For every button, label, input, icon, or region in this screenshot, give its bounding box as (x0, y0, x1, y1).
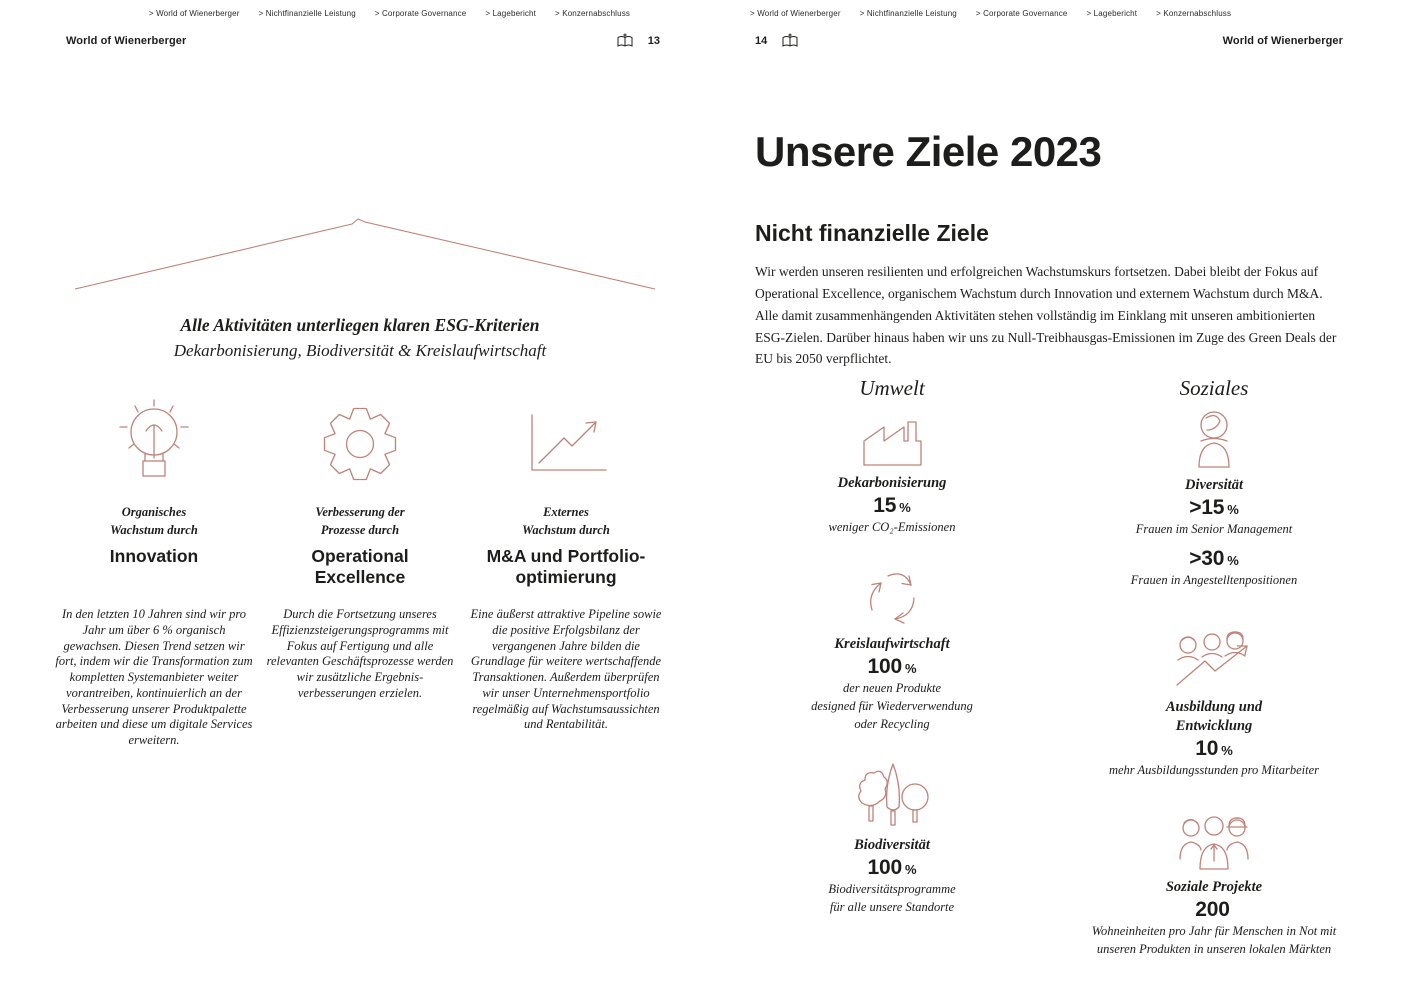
goal-item-diversitaet (1062, 409, 1366, 589)
stat-value: >30 (1189, 546, 1225, 570)
breadcrumb-item-nichtfinanzielle-leistung[interactable]: > Nichtfinanzielle Leistung (258, 9, 356, 18)
column-title: Operational Excellence (311, 546, 409, 588)
training-icon (1062, 629, 1366, 691)
goal-stat (750, 494, 1034, 518)
stat-unit: % (904, 660, 917, 676)
breadcrumb-item-konzernabschluss[interactable]: > Konzernabschluss (555, 9, 630, 18)
breadcrumb-item-corporate-governance[interactable]: > Corporate Governance (374, 9, 467, 18)
woman-icon (1062, 409, 1366, 469)
goal-label: Biodiversität (854, 837, 930, 854)
trees-icon (750, 759, 1034, 829)
goal-label: Dekarbonisierung (837, 475, 947, 491)
goal-stat (750, 655, 1034, 679)
goal-label: Ausbildung und Entwicklung (1165, 699, 1263, 734)
lightbulb-icon (54, 384, 254, 504)
column-kicker: Organisches Wachstum durch (110, 505, 198, 537)
open-book-icon (615, 33, 635, 49)
column-body: Durch die Fortsetzung unseres Effizienzsteigerungsprogramms mit Fokus auf Fertigung und alle relevanten Geschäftsprozesse werden wir zusätzliche Ergebnisverbesserungen erzielen. (266, 607, 454, 700)
page-title: Unsere Ziele 2023 (755, 128, 1102, 175)
goal-description: Biodiversitätsprogramme für alle unsere Standorte (828, 882, 956, 915)
group-heading: Umwelt (859, 376, 925, 400)
goal-description: mehr Ausbildungsstunden pro Mitarbeiter (1108, 762, 1320, 777)
goal-group-soziales (1062, 376, 1366, 958)
breadcrumb-item-world-of-wienerberger[interactable]: > World of Wienerberger (148, 9, 240, 18)
stat-unit: % (904, 862, 917, 878)
goal-stat (750, 856, 1034, 880)
stat-unit: % (1221, 742, 1233, 758)
goal-description: Wohneinheiten pro Jahr für Menschen in Not mit unseren Produkten in unseren lokalen Märkten (1091, 923, 1337, 956)
breadcrumb-item-lagebericht[interactable]: > Lagebericht (485, 9, 537, 18)
column-body: Eine äußerst attraktive Pipeline sowie die positive Erfolgsbilanz der vergangenen Jahre bilden die Grundlage für weitere wertschaffende Transaktionen. Außerdem überprüfen wir unser Unternehmensportfolio regelmäßig auf Wachstumsaussichten und Rentabilität. (470, 607, 662, 732)
goal-stat (1062, 898, 1366, 922)
goal-description: Frauen im Senior Management (1135, 521, 1293, 536)
page-marker (615, 33, 660, 49)
goal-description: weniger CO₂-Emissionen (828, 519, 956, 534)
page-header (0, 33, 704, 51)
column-kicker: Externes Wachstum durch (522, 505, 610, 537)
goal-label: Soziale Projekte (1165, 878, 1263, 895)
goal-item-soziale-projekte (1062, 813, 1366, 958)
open-book-icon (780, 33, 800, 49)
section-heading: Nicht finanzielle Ziele (755, 220, 989, 246)
report-brand: World of Wienerberger (1222, 35, 1343, 47)
breadcrumb-item-corporate-governance[interactable]: > Corporate Governance (975, 9, 1068, 18)
stat-unit: % (899, 499, 911, 515)
page-14 (704, 0, 1408, 995)
esg-subheadline: Dekarbonisierung, Biodiversität & Kreislaufwirtschaft (173, 341, 547, 360)
breadcrumb-item-konzernabschluss[interactable]: > Konzernabschluss (1156, 9, 1232, 18)
goal-label: Kreislaufwirtschaft (834, 635, 950, 652)
goal-stat (1062, 737, 1366, 761)
column-innovation (54, 384, 254, 749)
intro-paragraph: Wir werden unseren resilienten und erfolgreichen Wachstumskurs fortsetzen. Dabei bleibt der Fokus auf Operational Excellence, organischem Wachstum durch Innovation und externem Wachstum durch M&A. Alle damit zusammenhängenden Aktivitäten stehen vollständig im Einklang mit unseren ambitionierten ESG-Zielen. Darüber hinaus haben wir uns zu Null-Treibhausgas-Emissionen im Zuge des Green Deals der EU bis 2050 verpflichtet. (755, 264, 1337, 367)
gear-icon (260, 384, 460, 504)
esg-heading (8, 315, 712, 361)
goal-description: Frauen in Angestelltenpositionen (1130, 572, 1298, 587)
goal-item-biodiversitaet (750, 759, 1034, 916)
social-projects-icon (1062, 813, 1366, 871)
breadcrumb (750, 9, 1231, 18)
page-number: 14 (755, 35, 768, 47)
stat-unit: % (1227, 501, 1239, 517)
column-title: M&A und Portfolio-optimierung (486, 546, 646, 588)
goals-section (750, 376, 1366, 958)
column-body: In den letzten 10 Jahren sind wir pro Jahr um über 6 % organisch gewachsen. Diesen Trend setzen wir fort, indem wir die Transformation zum kompletten Systemanbieter weiter vorantreiben, kontinuierlich an der Verbesserung unserer Produktpalette arbeiten und diese um digitale Services erweitern. (55, 607, 253, 747)
stat-value: >15 (1189, 495, 1225, 519)
goal-stat (1062, 547, 1366, 571)
stat-value: 100 (867, 856, 902, 880)
esg-headline: Alle Aktivitäten unterliegen klaren ESG-Kriterien (180, 315, 540, 335)
column-operational-excellence (260, 384, 460, 749)
stat-unit: % (1227, 552, 1239, 568)
goal-group-umwelt (750, 376, 1034, 958)
stat-value: 10 (1195, 736, 1219, 760)
page-marker (755, 33, 800, 49)
goal-label: Diversität (1185, 477, 1243, 493)
breadcrumb (149, 9, 630, 18)
goal-item-kreislaufwirtschaft (750, 566, 1034, 733)
goal-item-dekarbonisierung (750, 415, 1034, 536)
goal-stat (1062, 496, 1366, 520)
column-kicker: Verbesserung der Prozesse durch (315, 505, 405, 537)
stat-value: 100 (867, 654, 902, 678)
column-title: Innovation (109, 546, 199, 566)
growth-chart-icon (466, 384, 666, 504)
column-ma-portfolio (466, 384, 666, 749)
factory-icon (750, 415, 1034, 467)
breadcrumb-item-nichtfinanzielle-leistung[interactable]: > Nichtfinanzielle Leistung (859, 9, 957, 18)
breadcrumb-item-world-of-wienerberger[interactable]: > World of Wienerberger (750, 9, 841, 18)
breadcrumb-item-lagebericht[interactable]: > Lagebericht (1086, 9, 1138, 18)
stat-value: 200 (1195, 897, 1230, 921)
goal-item-ausbildung (1062, 629, 1366, 779)
goal-description: der neuen Produkte designed für Wiederverwendung oder Recycling (811, 680, 973, 732)
roof-line-graphic (0, 214, 704, 296)
page-header (704, 33, 1408, 51)
group-heading: Soziales (1179, 376, 1249, 400)
stat-value: 15 (873, 493, 897, 517)
esg-columns (54, 384, 666, 749)
recycling-icon (750, 566, 1034, 628)
report-brand: World of Wienerberger (66, 35, 187, 47)
page-number: 13 (647, 35, 660, 47)
